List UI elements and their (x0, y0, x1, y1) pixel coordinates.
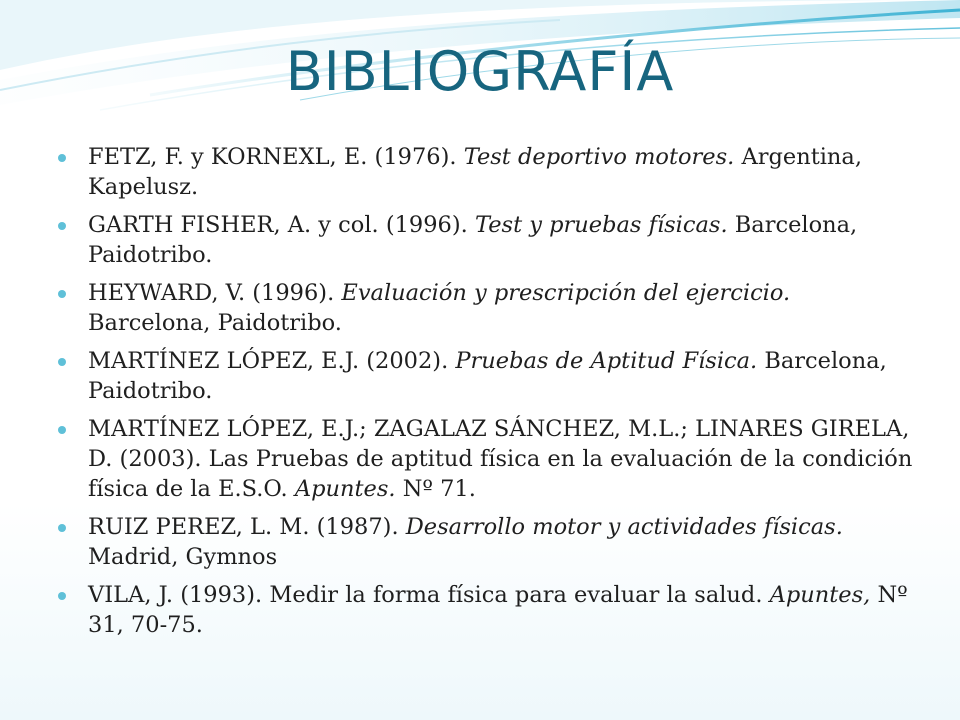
reference-text: HEYWARD, V. (1996). (88, 280, 342, 306)
reference-text: MARTÍNEZ LÓPEZ, E.J.; ZAGALAZ SÁNCHEZ, M.L.; LINARES GIRELA, D. (2003). Las Pruebas de aptitud física en la evaluación de la condición física de la E.S.O. (88, 416, 913, 502)
bullet-icon (58, 222, 66, 230)
reference-title: Test deportivo motores. (463, 144, 735, 170)
bullet-icon (58, 290, 66, 298)
bullet-icon (58, 358, 66, 366)
slide-title: BIBLIOGRAFÍA (285, 40, 675, 103)
reference-title: Test y pruebas físicas. (474, 212, 728, 238)
reference-publisher: Madrid, Gymnos (88, 544, 278, 570)
bullet-icon (58, 426, 66, 434)
reference-title: Desarrollo motor y actividades físicas. (405, 514, 843, 540)
reference-title: Pruebas de Aptitud Física. (455, 348, 758, 374)
reference-item (58, 346, 918, 406)
bullet-icon (58, 592, 66, 600)
bibliography-list (58, 142, 918, 648)
reference-item (58, 414, 918, 504)
reference-text: FETZ, F. y KORNEXL, E. (1976). (88, 144, 464, 170)
reference-item (58, 580, 918, 640)
reference-title: Apuntes. (294, 476, 396, 502)
reference-text: VILA, J. (1993). Medir la forma física para evaluar la salud. (88, 582, 770, 608)
reference-item (58, 210, 918, 270)
reference-title: Apuntes, (769, 582, 871, 608)
reference-publisher: Barcelona, Paidotribo. (88, 310, 342, 336)
bullet-icon (58, 524, 66, 532)
reference-text: RUIZ PEREZ, L. M. (1987). (88, 514, 406, 540)
reference-publisher: Argentina, Kapelusz. (88, 144, 862, 200)
reference-item (58, 512, 918, 572)
reference-title: Evaluación y prescripción del ejercicio. (341, 280, 791, 306)
reference-publisher: Nº 31, 70-75. (88, 582, 908, 638)
reference-item (58, 278, 918, 338)
reference-text: GARTH FISHER, A. y col. (1996). (88, 212, 475, 238)
bullet-icon (58, 154, 66, 162)
reference-publisher: Nº 71. (395, 476, 476, 502)
reference-text: MARTÍNEZ LÓPEZ, E.J. (2002). (88, 348, 456, 374)
reference-item (58, 142, 918, 202)
reference-publisher: Barcelona, Paidotribo. (88, 212, 858, 268)
reference-publisher: Barcelona, Paidotribo. (88, 348, 887, 404)
